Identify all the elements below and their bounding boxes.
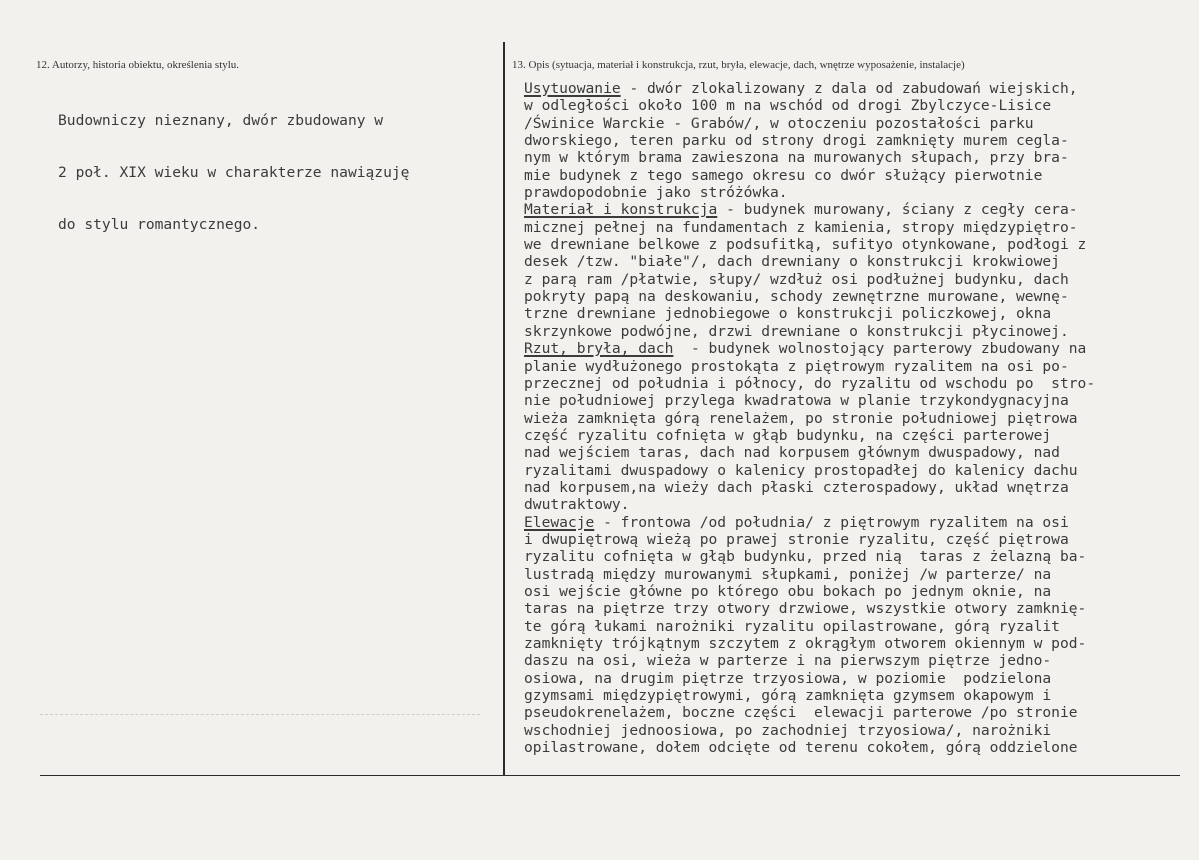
- subheading-underlined: Usytuowanie: [524, 80, 621, 97]
- line-text: wieża zamknięta górą renelażem, po stronie południowej piętrowa: [524, 409, 1078, 427]
- text-line: [524, 323, 1095, 340]
- text-line: [524, 739, 1095, 756]
- text-line: [524, 410, 1095, 427]
- line-text: skrzynkowe podwójne, drzwi drewniane o konstrukcji płycinowej.: [524, 322, 1069, 340]
- subheading-underlined: Rzut, bryła, dach: [524, 340, 674, 358]
- subheading-underlined: Materiał i konstrukcja: [524, 201, 718, 219]
- section-12-text: [58, 77, 409, 268]
- line-text: prawdopodobnie jako stróżówka.: [524, 184, 788, 202]
- line-text: planie wydłużonego prostokąta z piętrowym ryzalitem na osi po-: [524, 357, 1069, 375]
- line-text: nad wejściem taras, dach nad korpusem głównym dwuspadowy, nad: [524, 444, 1060, 462]
- text-line: [524, 236, 1095, 253]
- line-text: z parą ram /płatwie, słupy/ wzdłuż osi podłużnej budynku, dach: [524, 270, 1069, 288]
- text-line: [524, 722, 1095, 739]
- text-line: [524, 548, 1095, 565]
- line-text: przecznej od południa i północy, do ryzalitu od wschodu po stro-: [524, 374, 1096, 392]
- text-line: [524, 358, 1095, 375]
- subheading-underlined: Elewacje: [524, 513, 595, 531]
- text-line: 2 poł. XIX wieku w charakterze nawiązuję: [58, 163, 410, 181]
- text-line: [524, 375, 1095, 392]
- line-text: opilastrowane, dołem odcięte od terenu cokołem, górą oddzielone: [524, 739, 1078, 757]
- line-text: zamknięty trójkątnym szczytem z okrągłym otworem okiennym w pod-: [524, 635, 1087, 652]
- text-line: [524, 201, 1095, 218]
- text-line: [524, 635, 1095, 652]
- text-line: [524, 583, 1095, 600]
- text-line: [524, 462, 1095, 479]
- text-line: [524, 566, 1095, 583]
- section-12-heading: 12. Autorzy, historia obiektu, określenia stylu.: [36, 59, 240, 71]
- text-line: [524, 392, 1095, 409]
- line-text: - dwór zlokalizowany z dala od zabudowań wiejskich,: [620, 80, 1078, 97]
- line-text: i dwupiętrową wieżą po prawej stronie ryzalitu, część piętrowa: [524, 530, 1069, 548]
- text-line: [524, 97, 1095, 114]
- text-line: [524, 618, 1095, 635]
- line-text: wschodniej jednoosiowa, po zachodniej trzyosiowa/, narożniki: [524, 721, 1052, 739]
- text-line: [524, 149, 1095, 166]
- line-text: mie budynek z tego samego okresu co dwór służący pierwotnie: [524, 166, 1043, 184]
- line-text: pseudokrenelażem, boczne części elewacji parterowe /po stronie: [524, 704, 1078, 722]
- line-text: nym w którym brama zawieszona na murowanych słupach, przy bra-: [524, 149, 1069, 167]
- text-line: [524, 670, 1095, 687]
- text-line: do stylu romantycznego.: [58, 215, 261, 233]
- text-line: [524, 219, 1095, 236]
- text-line: [524, 479, 1095, 496]
- text-line: [524, 687, 1095, 704]
- line-text: lustradą między murowanymi słupkami, poniżej /w parterze/ na: [524, 565, 1052, 583]
- line-text: osi wejście główne po którego obu bokach po jednym oknie, na: [524, 582, 1052, 600]
- line-text: osiowa, na drugim piętrze trzyosiowa, w poziomie podzielona: [524, 669, 1052, 687]
- column-divider: [503, 42, 505, 775]
- line-text: /Świnice Warckie - Grabów/, w otoczeniu pozostałości parku: [524, 114, 1034, 132]
- text-line: [524, 80, 1095, 97]
- line-text: w odległości około 100 m na wschód od drogi Zbylczyce-Lisice: [524, 97, 1052, 115]
- text-line: [524, 652, 1095, 669]
- text-line: [524, 288, 1095, 305]
- line-text: ryzalitami dwuspadowy o kalenicy prostopadłej do kalenicy dachu: [524, 461, 1078, 479]
- text-line: [524, 167, 1095, 184]
- text-line: [524, 496, 1095, 513]
- text-line: Budowniczy nieznany, dwór zbudowany w: [58, 111, 384, 129]
- line-text: pokryty papą na deskowaniu, schody zewnętrzne murowane, wewnę-: [524, 288, 1069, 306]
- line-text: taras na piętrze trzy otwory drzwiowe, wszystkie otwory zamknię-: [524, 600, 1087, 618]
- line-text: micznej pełnej na fundamentach z kamienia, stropy międzypiętro-: [524, 218, 1078, 236]
- faint-guide-line: [40, 714, 480, 716]
- text-line: [524, 514, 1095, 531]
- text-line: [524, 271, 1095, 288]
- line-text: we drewniane belkowe z podsufitką, sufityo otynkowane, podłogi z: [524, 236, 1087, 254]
- line-text: desek /tzw. "białe"/, dach drewniany o konstrukcji krokwiowej: [524, 253, 1060, 271]
- line-text: - budynek murowany, ściany z cegły cera-: [717, 201, 1078, 219]
- line-text: dwutraktowy.: [524, 496, 630, 514]
- line-text: daszu na osi, wieża w parterze i na pierwszym piętrze jedno-: [524, 652, 1052, 670]
- line-text: trzne drewniane jednobiegowe o konstrukcji policzkowej, okna: [524, 305, 1052, 323]
- line-text: ryzalitu cofnięta w głąb budynku, przed nią taras z żelazną ba-: [524, 548, 1087, 566]
- line-text: - budynek wolnostojący parterowy zbudowany na: [673, 340, 1087, 358]
- line-text: te górą łukami narożniki ryzalitu opilastrowane, górą ryzalit: [524, 617, 1060, 635]
- text-line: [524, 132, 1095, 149]
- line-text: gzymsami międzypiętrowymi, górą zamknięta gzymsem okapowym i: [524, 687, 1052, 705]
- text-line: [524, 531, 1095, 548]
- text-line: [524, 427, 1095, 444]
- text-line: [524, 444, 1095, 461]
- text-line: [524, 704, 1095, 721]
- bottom-rule: [40, 775, 1180, 776]
- text-line: [524, 184, 1095, 201]
- line-text: dworskiego, teren parku od strony drogi zamknięty murem cegla-: [524, 132, 1069, 150]
- line-text: nie południowej przylega kwadratowa w planie trzykondygnacyjna: [524, 392, 1069, 410]
- text-line: [524, 340, 1095, 357]
- text-line: [524, 600, 1095, 617]
- text-line: [524, 253, 1095, 270]
- line-text: nad korpusem,na wieży dach płaski czterospadowy, układ wnętrza: [524, 478, 1069, 496]
- section-13-text: [524, 80, 1095, 756]
- text-line: [524, 115, 1095, 132]
- line-text: część ryzalitu cofnięta w głąb budynku, na części parterowej: [524, 426, 1052, 444]
- line-text: - frontowa /od południa/ z piętrowym ryzalitem na osi: [594, 513, 1069, 531]
- text-line: [524, 305, 1095, 322]
- section-13-heading: 13. Opis (sytuacja, materiał i konstrukcja, rzut, bryła, elewacje, dach, wnętrze wyposażenie, instalacje): [512, 59, 965, 71]
